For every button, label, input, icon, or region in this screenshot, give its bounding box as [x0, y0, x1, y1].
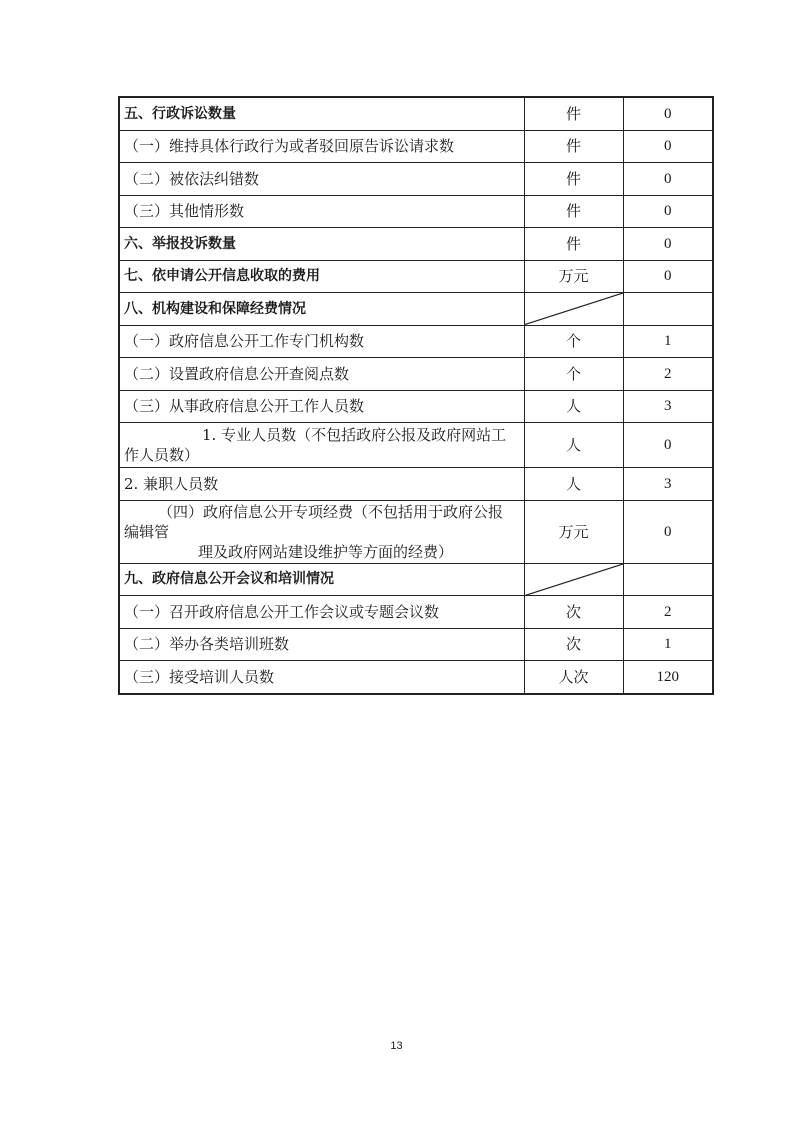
diagonal-cell	[524, 563, 623, 596]
table-row	[119, 468, 713, 501]
row-label: （二）被依法纠错数	[119, 163, 524, 196]
table-row	[119, 628, 713, 661]
table-row	[119, 596, 713, 629]
row-value: 120	[623, 661, 713, 694]
row-unit: 次	[524, 596, 623, 629]
row-value	[623, 293, 713, 326]
table-row	[119, 130, 713, 163]
row-value	[623, 563, 713, 596]
row-unit: 人	[524, 468, 623, 501]
row-label-line: 理及政府网站建设维护等方面的经费）	[198, 542, 454, 561]
row-value: 1	[623, 325, 713, 358]
row-unit: 件	[524, 130, 623, 163]
row-label	[119, 500, 524, 563]
row-value: 0	[623, 423, 713, 468]
row-label: 五、行政诉讼数量	[119, 97, 524, 130]
row-value: 1	[623, 628, 713, 661]
row-label: 六、举报投诉数量	[119, 228, 524, 261]
table-row	[119, 563, 713, 596]
row-value: 0	[623, 97, 713, 130]
row-unit: 次	[524, 628, 623, 661]
row-label: （一）维持具体行政行为或者驳回原告诉讼请求数	[119, 130, 524, 163]
table-row	[119, 390, 713, 423]
row-value: 2	[623, 596, 713, 629]
row-unit: 个	[524, 358, 623, 391]
row-label: （三）其他情形数	[119, 195, 524, 228]
row-label-line: 1. 专业人员数（不包括政府公报及政府网站工	[202, 426, 507, 444]
row-unit: 万元	[524, 260, 623, 293]
row-label-line: 编辑管	[124, 522, 170, 541]
table-row	[119, 228, 713, 261]
row-unit: 人	[524, 390, 623, 423]
row-unit: 件	[524, 228, 623, 261]
table-row	[119, 358, 713, 391]
diagonal-line	[525, 564, 623, 596]
row-value: 0	[623, 228, 713, 261]
row-unit: 件	[524, 97, 623, 130]
row-label: （一）政府信息公开工作专门机构数	[119, 325, 524, 358]
row-unit: 个	[524, 325, 623, 358]
row-unit: 件	[524, 163, 623, 196]
diagonal-cell	[524, 293, 623, 326]
row-label: 九、政府信息公开会议和培训情况	[119, 563, 524, 596]
row-value: 3	[623, 390, 713, 423]
row-label: 2. 兼职人员数	[119, 468, 524, 501]
table-row	[119, 97, 713, 130]
row-value: 2	[623, 358, 713, 391]
table-row	[119, 260, 713, 293]
table-row	[119, 163, 713, 196]
row-label-line: （四）政府信息公开专项经费（不包括用于政府公报	[158, 502, 504, 521]
row-label: （二）举办各类培训班数	[119, 628, 524, 661]
row-value: 3	[623, 468, 713, 501]
row-label: 八、机构建设和保障经费情况	[119, 293, 524, 326]
row-unit: 件	[524, 195, 623, 228]
row-value: 0	[623, 130, 713, 163]
statistics-table	[118, 96, 714, 695]
table-row	[119, 500, 713, 563]
row-value: 0	[623, 500, 713, 563]
row-label: （一）召开政府信息公开工作会议或专题会议数	[119, 596, 524, 629]
row-label: 七、依申请公开信息收取的费用	[119, 260, 524, 293]
diagonal-line	[525, 293, 623, 325]
table-row	[119, 195, 713, 228]
page-number: 13	[390, 1040, 403, 1052]
table-row	[119, 661, 713, 694]
row-label: （二）设置政府信息公开查阅点数	[119, 358, 524, 391]
table-row	[119, 423, 713, 468]
row-label-line: 作人员数）	[124, 446, 200, 464]
row-unit: 人	[524, 423, 623, 468]
row-value: 0	[623, 260, 713, 293]
row-label: （三）接受培训人员数	[119, 661, 524, 694]
row-label: （三）从事政府信息公开工作人员数	[119, 390, 524, 423]
row-value: 0	[623, 195, 713, 228]
table-row	[119, 293, 713, 326]
row-label	[119, 423, 524, 468]
row-unit: 人次	[524, 661, 623, 694]
row-value: 0	[623, 163, 713, 196]
table-row	[119, 325, 713, 358]
row-unit: 万元	[524, 500, 623, 563]
